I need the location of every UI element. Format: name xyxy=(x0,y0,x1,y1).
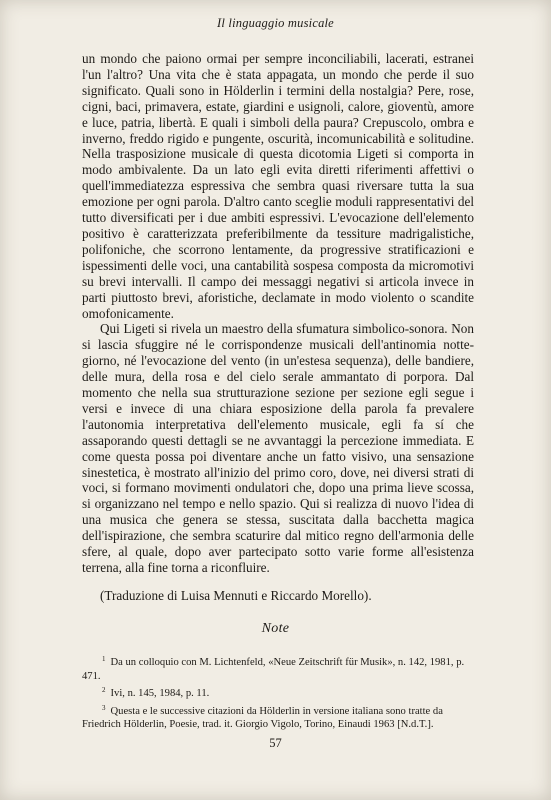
footnote-1 xyxy=(82,653,474,683)
footnote-number: 3 xyxy=(102,703,106,712)
footnote-2 xyxy=(82,684,474,701)
paragraph-continued: un mondo che paiono ormai per sempre inconciliabili, lacerati, estranei l'un l'altro? Una vita che è stata appagata, un mondo che perde il suo significato. Quali sono in Hölderlin i termini della nostalgia? Pere, rose, cigni, baci, primavera, estate, giardini e usignoli, calore, gioventù, amore e luce, patria, libertà. E quali i simboli della paura? Crepuscolo, ombra e inverno, freddo rigido e pungente, oscurità, incomunicabilità e solitudine. Nella trasposizione musicale di questa dicotomia Ligeti si comporta in modo ambivalente. Da un lato egli evita diretti riferimenti affettivi o quell'immediatezza espressiva che sembra quasi riversare tutta la sua emozione per ogni parola. D'altro canto sceglie moduli rappresentativi del tutto diversificati per i due ambiti espressivi. L'evocazione dell'elemento positivo è caratterizzata preferibilmente da tessiture madrigalistiche, polifoniche, che scorrono lentamente, da progressive stratificazioni e ispessimenti delle voci, una cantabilità sospesa composta da micromotivi su brevi intervalli. Il campo dei messaggi negativi si articola invece in parti piuttosto brevi, aforistiche, declamate in modo violento o scandite omofonicamente. xyxy=(82,51,474,321)
notes-heading: Note xyxy=(261,621,290,636)
footnote-number: 1 xyxy=(102,655,106,663)
footnote-text: Ivi, n. 145, 1984, p. 11. xyxy=(110,688,210,700)
footnote-number: 2 xyxy=(102,686,106,695)
body-text xyxy=(82,51,474,604)
footnote-3 xyxy=(82,702,474,732)
footnote-text: Da un colloquio con M. Lichtenfeld, «Neue Zeitschrift für Musik», n. 142, 1981, p. 471. xyxy=(82,657,465,682)
page-number: 57 xyxy=(269,736,282,750)
translation-credit: (Traduzione di Luisa Mennuti e Riccardo Morello). xyxy=(100,587,372,603)
footnotes xyxy=(82,653,474,733)
running-head: Il linguaggio musicale xyxy=(217,16,334,30)
footnote-text: Questa e le successive citazioni da Hölderlin in versione italiana sono tratte da Friedrich Hölderlin, Poesie, trad. it. Giorgio Vigolo, Torino, Einaudi 1963 [N.d.T.]. xyxy=(82,705,443,731)
paragraph-ligeti-maestro: Qui Ligeti si rivela un maestro della sfumatura simbolico-sonora. Non si lascia sfuggire né le corrispondenze musicali dell'antinomia notte-giorno, né l'evocazione del vento (in un'estesa sequenza), delle bandiere, delle mura, della rosa e del cielo serale ammantato di porpora. Dal momento che nella sua strutturazione sezione per sezione egli segue i versi e invece di una chiara esposizione della parola fa prevalere l'autonomia interpretativa dell'elemento musicale, egli fa sí che assaporando questi dettagli se ne avvantaggi la percezione immediata. E come questa possa poi diventare anche un fatto visivo, una sensazione sinestetica, è mostrato all'inizio del primo coro, dove, nei diversi strati di voci, si formano movimenti ondulatori che, dopo una prima lieve scossa, si organizzano nel tempo e nello spazio. Qui si realizza di nuovo l'idea di una musica che genera se stessa, suscitata dalla bacchetta magica dell'ispirazione, che sembra scaturire dal mitico regno dell'armonia delle sfere, al quale, dopo aver partecipato sotto varie forme all'esistenza terrena, alla fine torna a riconfluire. xyxy=(82,321,474,575)
